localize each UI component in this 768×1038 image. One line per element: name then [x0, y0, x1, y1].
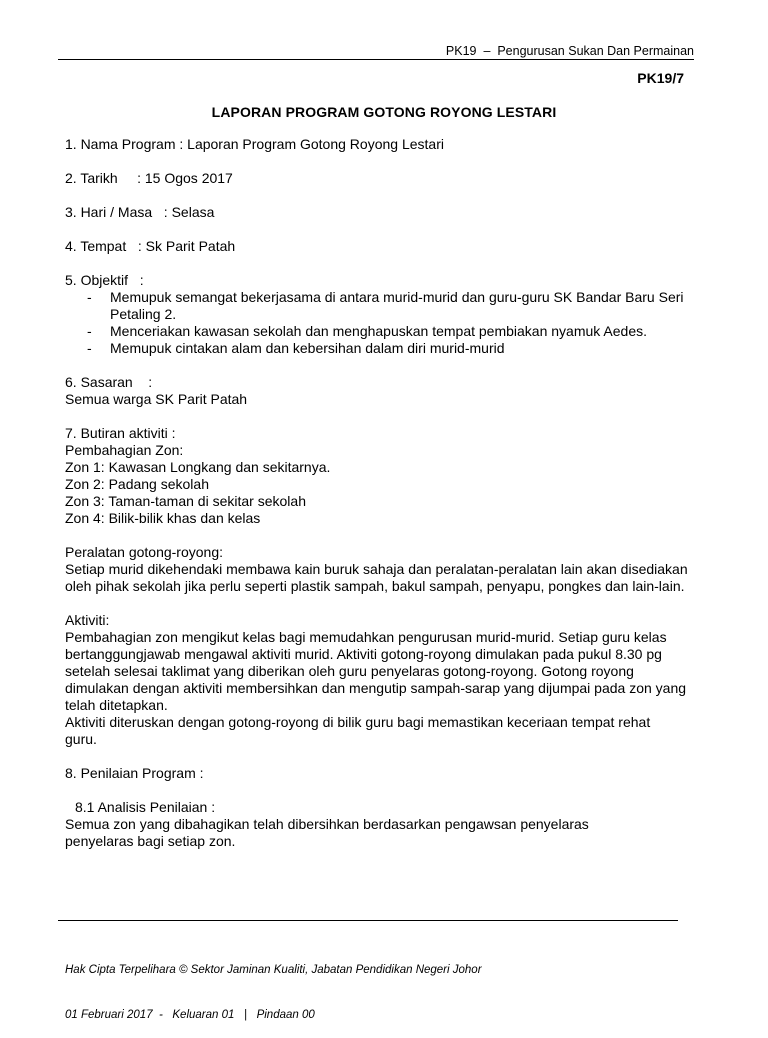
field-hari-masa: 3. Hari / Masa : Selasa [65, 204, 215, 220]
document-code: PK19/7 [637, 70, 684, 86]
footer-rule [58, 920, 678, 921]
objektif-heading: 5. Objektif : [65, 272, 144, 288]
header-rule [58, 59, 694, 60]
list-item: - Memupuk semangat bekerjasama di antara murid-murid dan guru-guru SK Bandar Baru Seri Petaling 2. [87, 289, 684, 322]
report-body [65, 136, 705, 850]
field-tempat: 4. Tempat : Sk Parit Patah [65, 238, 236, 254]
peralatan-text: Setiap murid dikehendaki membawa kain buruk sahaja dan peralatan-peralatan lain akan disediakan oleh pihak sekolah jika perlu seperti plastik sampah, bakul sampah, penyapu, pongkes dan lain-lain. [65, 561, 688, 594]
running-header: PK19 – Pengurusan Sukan Dan Permainan [445, 44, 694, 58]
objektif-item: Memupuk cintakan alam dan kebersihan dalam diri murid-murid [110, 340, 505, 356]
analisis-text: Semua zon yang dibahagikan telah dibersihkan berdasarkan pengawsan penyelaras penyelaras bagi setiap zon. [65, 816, 589, 849]
aktiviti-paragraph: Pembahagian zon mengikut kelas bagi memudahkan pengurusan murid-murid. Setiap guru kelas bertanggungjawab mengawal aktiviti murid. Aktiviti gotong-royong dimulakan pada pukul 8.30 pg setelah selesai taklimat yang diberikan oleh guru penyelaras gotong-royong. Gotong royong dimulakan dengan aktiviti membersihkan dan mengutip sampah-sarap yang dijumpai pada zon yang telah ditetapkan. [65, 629, 687, 713]
sasaran-text: Semua warga SK Parit Patah [65, 391, 248, 407]
list-item: - Memupuk cintakan alam dan kebersihan dalam diri murid-murid [87, 340, 505, 356]
list-item: - Menceriakan kawasan sekolah dan menghapuskan tempat pembiakan nyamuk Aedes. [87, 323, 647, 339]
peralatan-heading: Peralatan gotong-royong: [65, 544, 223, 560]
sasaran-heading: 6. Sasaran : [65, 374, 153, 390]
document-title: LAPORAN PROGRAM GOTONG ROYONG LESTARI [211, 104, 557, 120]
zon-heading: Pembahagian Zon: [65, 442, 184, 458]
page-footer [65, 933, 482, 1038]
penilaian-heading: 8. Penilaian Program : [65, 765, 204, 781]
revision-line: 01 Februari 2017 - Keluaran 01 | Pindaan 00 [65, 1009, 315, 1021]
objektif-item: Menceriakan kawasan sekolah dan menghapuskan tempat pembiakan nyamuk Aedes. [110, 323, 647, 339]
aktiviti-heading: Aktiviti: [65, 612, 110, 628]
copyright-line: Hak Cipta Terpelihara © Sektor Jaminan Kualiti, Jabatan Pendidikan Negeri Johor [65, 964, 482, 976]
field-tarikh: 2. Tarikh : 15 Ogos 2017 [65, 170, 233, 186]
zon-item: Zon 1: Kawasan Longkang dan sekitarnya. [65, 459, 331, 475]
objektif-item: Memupuk semangat bekerjasama di antara murid-murid dan guru-guru SK Bandar Baru Seri Petaling 2. [110, 289, 684, 322]
zon-item: Zon 3: Taman-taman di sekitar sekolah [65, 493, 306, 509]
butiran-heading: 7. Butiran aktiviti : [65, 425, 176, 441]
zon-item: Zon 2: Padang sekolah [65, 476, 209, 492]
aktiviti-paragraph: Aktiviti diteruskan dengan gotong-royong di bilik guru bagi memastikan keceriaan tempat rehat guru. [65, 714, 651, 747]
field-nama-program: 1. Nama Program : Laporan Program Gotong Royong Lestari [65, 136, 444, 152]
zon-item: Zon 4: Bilik-bilik khas dan kelas [65, 510, 261, 526]
analisis-heading: 8.1 Analisis Penilaian : [75, 799, 216, 815]
objektif-list [65, 289, 705, 357]
